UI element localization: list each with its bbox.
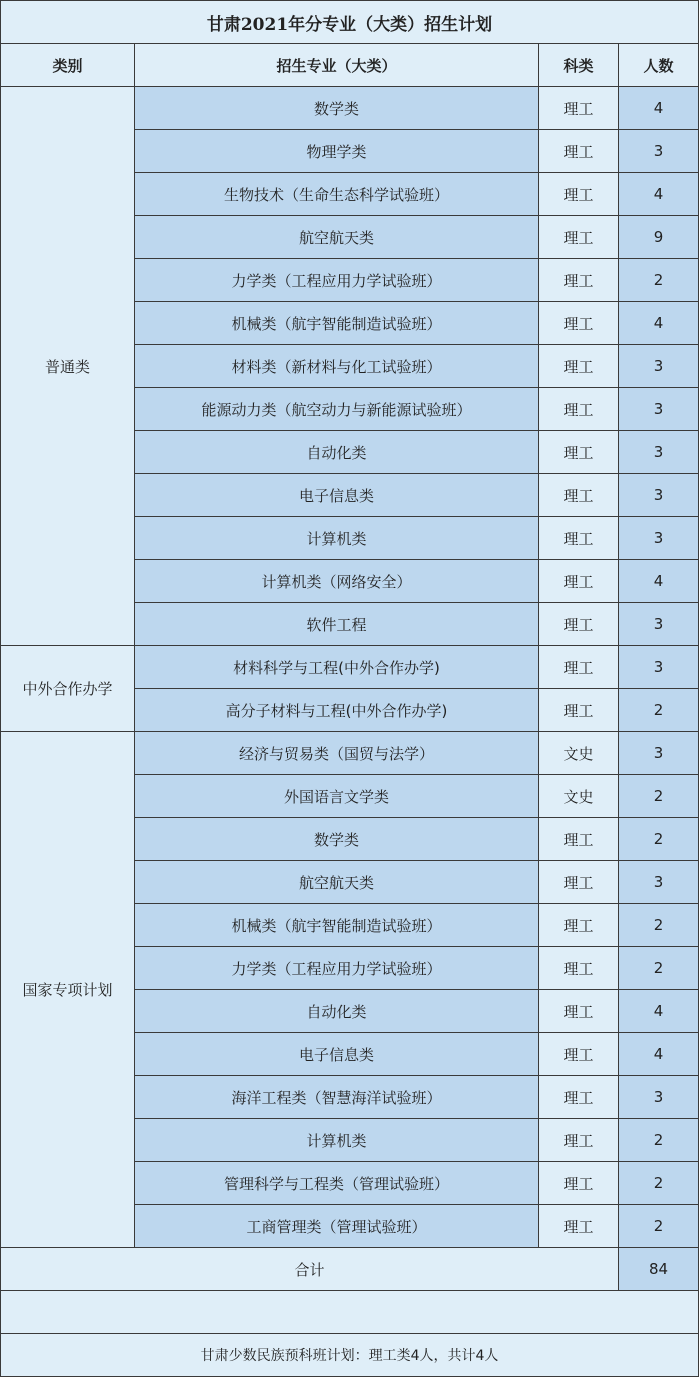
- major-cell: 自动化类: [135, 431, 539, 474]
- subject-cell: 理工: [539, 302, 619, 345]
- major-cell: 计算机类: [135, 517, 539, 560]
- major-cell: 高分子材料与工程(中外合作办学): [135, 689, 539, 732]
- header-category: 类别: [1, 44, 135, 87]
- major-cell: 自动化类: [135, 990, 539, 1033]
- count-cell: 3: [619, 646, 699, 689]
- subject-cell: 理工: [539, 87, 619, 130]
- count-cell: 2: [619, 259, 699, 302]
- count-cell: 4: [619, 1033, 699, 1076]
- major-cell: 经济与贸易类（国贸与法学）: [135, 732, 539, 775]
- subject-cell: 理工: [539, 646, 619, 689]
- count-cell: 2: [619, 904, 699, 947]
- major-cell: 生物技术（生命生态科学试验班）: [135, 173, 539, 216]
- major-cell: 力学类（工程应用力学试验班）: [135, 259, 539, 302]
- count-cell: 4: [619, 302, 699, 345]
- header-major: 招生专业（大类）: [135, 44, 539, 87]
- subject-cell: 理工: [539, 904, 619, 947]
- subject-cell: 理工: [539, 1076, 619, 1119]
- category-cell: 国家专项计划: [1, 732, 135, 1248]
- total-row: [1, 1248, 699, 1291]
- subject-cell: 理工: [539, 1205, 619, 1248]
- count-cell: 2: [619, 775, 699, 818]
- count-cell: 9: [619, 216, 699, 259]
- category-cell: 中外合作办学: [1, 646, 135, 732]
- major-cell: 工商管理类（管理试验班）: [135, 1205, 539, 1248]
- major-cell: 航空航天类: [135, 861, 539, 904]
- subject-cell: 理工: [539, 1119, 619, 1162]
- major-cell: 计算机类（网络安全）: [135, 560, 539, 603]
- subject-cell: 理工: [539, 1162, 619, 1205]
- major-cell: 机械类（航宇智能制造试验班）: [135, 904, 539, 947]
- count-cell: 4: [619, 560, 699, 603]
- count-cell: 3: [619, 388, 699, 431]
- header-subject: 科类: [539, 44, 619, 87]
- count-cell: 4: [619, 990, 699, 1033]
- count-cell: 3: [619, 474, 699, 517]
- count-cell: 3: [619, 732, 699, 775]
- count-cell: 3: [619, 603, 699, 646]
- subject-cell: 理工: [539, 603, 619, 646]
- subject-cell: 理工: [539, 517, 619, 560]
- subject-cell: 理工: [539, 861, 619, 904]
- count-cell: 4: [619, 173, 699, 216]
- subject-cell: 理工: [539, 689, 619, 732]
- major-cell: 航空航天类: [135, 216, 539, 259]
- subject-cell: 理工: [539, 173, 619, 216]
- subject-cell: 理工: [539, 474, 619, 517]
- count-cell: 4: [619, 87, 699, 130]
- count-cell: 3: [619, 861, 699, 904]
- count-cell: 3: [619, 345, 699, 388]
- major-cell: 海洋工程类（智慧海洋试验班）: [135, 1076, 539, 1119]
- count-cell: 2: [619, 689, 699, 732]
- major-cell: 软件工程: [135, 603, 539, 646]
- footer-row: [1, 1334, 699, 1377]
- count-cell: 3: [619, 431, 699, 474]
- count-cell: 3: [619, 1076, 699, 1119]
- subject-cell: 理工: [539, 388, 619, 431]
- total-value: 84: [619, 1248, 699, 1291]
- subject-cell: 理工: [539, 990, 619, 1033]
- footer-note: 甘肃少数民族预科班计划：理工类4人，共计4人: [1, 1334, 699, 1377]
- major-cell: 外国语言文学类: [135, 775, 539, 818]
- major-cell: 机械类（航宇智能制造试验班）: [135, 302, 539, 345]
- major-cell: 数学类: [135, 818, 539, 861]
- count-cell: 3: [619, 130, 699, 173]
- count-cell: 2: [619, 1205, 699, 1248]
- count-cell: 2: [619, 1162, 699, 1205]
- spacer-row: [1, 1291, 699, 1334]
- table-title: 甘肃2021年分专业（大类）招生计划: [1, 1, 699, 44]
- major-cell: 管理科学与工程类（管理试验班）: [135, 1162, 539, 1205]
- major-cell: 电子信息类: [135, 474, 539, 517]
- count-cell: 2: [619, 1119, 699, 1162]
- subject-cell: 理工: [539, 1033, 619, 1076]
- spacer-cell: [1, 1291, 699, 1334]
- subject-cell: 理工: [539, 560, 619, 603]
- subject-cell: 文史: [539, 732, 619, 775]
- major-cell: 材料类（新材料与化工试验班）: [135, 345, 539, 388]
- table-row: [1, 646, 699, 689]
- count-cell: 3: [619, 517, 699, 560]
- table-row: [1, 87, 699, 130]
- count-cell: 2: [619, 947, 699, 990]
- subject-cell: 理工: [539, 431, 619, 474]
- subject-cell: 理工: [539, 216, 619, 259]
- subject-cell: 理工: [539, 130, 619, 173]
- header-count: 人数: [619, 44, 699, 87]
- major-cell: 力学类（工程应用力学试验班）: [135, 947, 539, 990]
- category-cell: 普通类: [1, 87, 135, 646]
- major-cell: 计算机类: [135, 1119, 539, 1162]
- table-row: [1, 732, 699, 775]
- subject-cell: 理工: [539, 947, 619, 990]
- count-cell: 2: [619, 818, 699, 861]
- subject-cell: 理工: [539, 818, 619, 861]
- major-cell: 材料科学与工程(中外合作办学): [135, 646, 539, 689]
- subject-cell: 文史: [539, 775, 619, 818]
- subject-cell: 理工: [539, 345, 619, 388]
- major-cell: 能源动力类（航空动力与新能源试验班）: [135, 388, 539, 431]
- subject-cell: 理工: [539, 259, 619, 302]
- major-cell: 数学类: [135, 87, 539, 130]
- major-cell: 电子信息类: [135, 1033, 539, 1076]
- total-label: 合计: [1, 1248, 619, 1291]
- major-cell: 物理学类: [135, 130, 539, 173]
